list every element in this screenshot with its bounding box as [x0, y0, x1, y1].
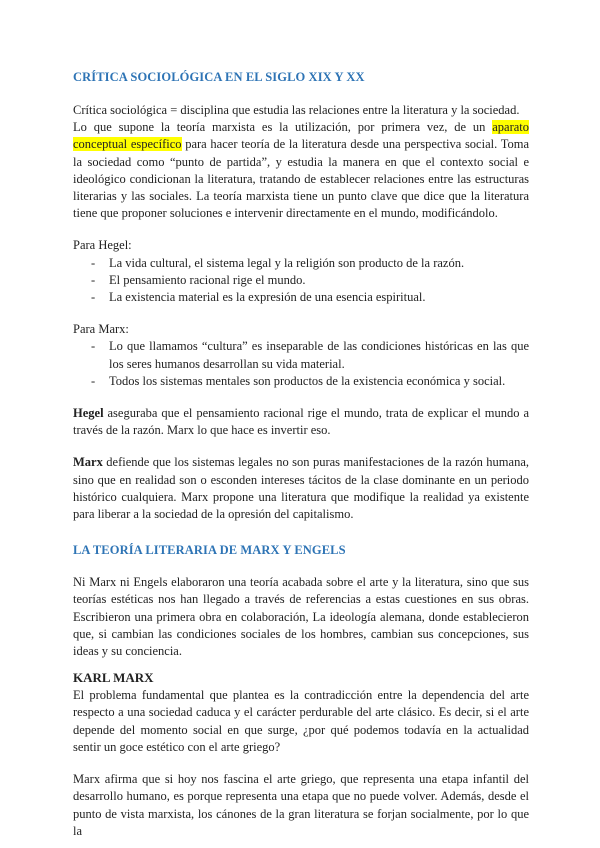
hegel-bold: Hegel: [73, 406, 104, 421]
intro-definition: Crítica sociológica = disciplina que estudia las relaciones entre la literatura y la sociedad.: [73, 103, 520, 117]
intro-text-before: Lo que supone la teoría marxista es la utilización, por primera vez, de un: [73, 120, 493, 135]
list-item: - La existencia material es la expresión de una esencia espiritual.: [91, 290, 426, 305]
karl-paragraph-2: Marx afirma que si hoy nos fascina el arte griego, que representa una etapa infantil del desarrollo humano, es porque representa una etapa que no puede volver. Además, desde el punto de vista marxista, los cánones de la gran literatura se forjan socialmente, por lo que la: [73, 772, 529, 838]
hegel-paragraph: Hegel aseguraba que el pensamiento racional rige el mundo, trata de explicar el mundo a través de la razón. Marx lo que hace es invertir eso.: [73, 406, 529, 438]
section-heading-marx-engels: LA TEORÍA LITERARIA DE MARX Y ENGELS: [73, 543, 346, 558]
hegel-list-title: Para Hegel:: [73, 238, 132, 253]
marx-list: [73, 338, 529, 390]
marx-bold: Marx: [73, 455, 103, 470]
list-item: - La vida cultural, el sistema legal y la religión son producto de la razón.: [91, 255, 465, 270]
marx-list-title: Para Marx:: [73, 322, 129, 337]
hegel-list: [73, 255, 529, 307]
marx-paragraph: Marx defiende que los sistemas legales no son puras manifestaciones de la razón humana, sino que en realidad son o esconden intereses tácitos de la clase dominante en un periodo histórico cualquiera. Marx propone una literatura que modifique la realidad ya existente para liberar a la sociedad de la opresión del capitalismo.: [73, 455, 529, 522]
document-content: [73, 70, 529, 840]
section-heading-critica: CRÍTICA SOCIOLÓGICA EN EL SIGLO XIX Y XX: [73, 70, 365, 84]
highlighted-term: aparato conceptual específico: [73, 120, 529, 152]
karl-marx-heading: KARL MARX: [73, 670, 154, 686]
intro-paragraph: [73, 119, 529, 222]
list-item: - Lo que llamamos “cultura” es inseparable de las condiciones históricas en las que los seres humanos desarrollan su vida material.: [91, 339, 529, 371]
engels-paragraph: Ni Marx ni Engels elaboraron una teoría acabada sobre el arte y la literatura, sino que sus teorías estéticas nos han llegado a través de referencias a estas cuestiones en sus obras. Escribieron una primera obra en colaboración, La ideología alemana, donde establecieron que, si cambian las condiciones sociales de los hombres, cambian sus concepciones, sus ideas y su conciencia.: [73, 575, 529, 659]
list-item: - El pensamiento racional rige el mundo.: [91, 272, 306, 287]
karl-paragraph-1: El problema fundamental que plantea es la contradicción entre la dependencia del arte respecto a una sociedad caduca y el carácter perdurable del arte clásico. Es decir, si el arte depende del momento social en que surge, ¿por qué podemos todavía en la actualidad sentir un goce estético con el arte griego?: [73, 688, 529, 754]
list-item: - Todos los sistemas mentales son productos de la existencia económica y social.: [91, 373, 506, 388]
intro-text-after: para hacer teoría de la literatura desde una perspectiva social. Toma la sociedad como “punto de partida”, y estudia la manera en que el contexto social e ideológico condicionan la literatura, tratando de establecer relaciones entre las estructuras literarias y las sociales. La teoría marxista tiene un punto clave que dice que la literatura tiene que proponer soluciones e intervenir directamente en el mundo, modificándolo.: [73, 137, 529, 221]
